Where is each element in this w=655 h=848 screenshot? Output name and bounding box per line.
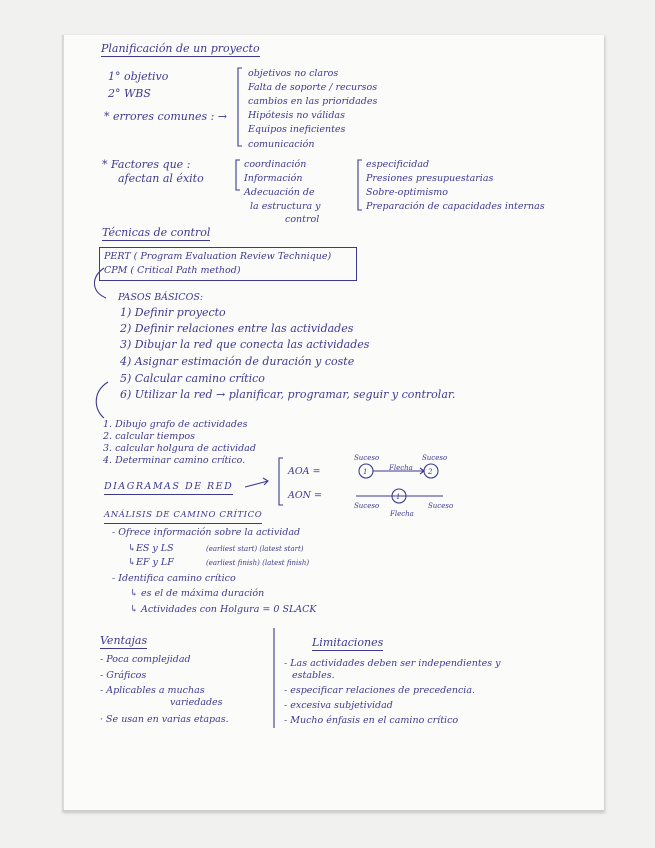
analisis-line: ↳ES y LS [128,543,174,554]
analisis-heading: ANÁLISIS DE CAMINO CRÍTICO [104,509,262,524]
aoa-node-1-label: 1 [363,468,368,476]
paso-item: 2) Definir relaciones entre las actividades [120,322,354,335]
aon-flecha: Flecha [390,510,414,518]
ventaja-item: - Poca complejidad [100,654,191,665]
aoa-suceso-1: Suceso [354,454,380,462]
factores-bracket-2 [358,160,362,210]
error-item: cambios en las prioridades [248,96,378,107]
cpm-line: CPM ( Critical Path method) [104,265,241,276]
paso-item: 5) Calcular camino crítico [120,372,265,385]
ventaja-item: - Gráficos [100,670,147,681]
limitacion-item: - excesiva subjetividad [284,700,393,711]
paso-item: 1) Definir proyecto [120,306,226,319]
aoa-suceso-2: Suceso [422,454,448,462]
limitacion-item: - Las actividades deben ser independientes y [284,658,501,669]
page-title: Planificación de un proyecto [101,42,260,55]
ventajas-heading: Ventajas [100,634,148,647]
aon-node-label: 1 [396,493,401,501]
error-item: Falta de soporte / recursos [248,82,378,93]
limitaciones-heading: Limitaciones [312,636,384,649]
intro-item: 1° objetivo [108,70,169,83]
aon-suceso-2: Suceso [428,502,454,510]
diagramas-label: DIAGRAMAS DE RED [104,480,233,495]
grafo-item: 2. calcular tiempos [103,431,195,442]
analisis-line: - Identifica camino crítico [112,573,236,584]
analisis-line: - Ofrece información sobre la actividad [112,527,301,538]
factor-item: control [285,214,320,225]
factor-item: Adecuación de [244,187,315,198]
factor-item: Presiones presupuestarias [366,173,494,184]
paso-item: 6) Utilizar la red → planificar, programar, seguir y controlar. [120,388,456,401]
ventaja-item: - Aplicables a muchas [100,685,205,696]
limitacion-item: - especificar relaciones de precedencia. [284,685,476,696]
error-item: Hipótesis no válidas [248,110,345,121]
factores-label-2: afectan al éxito [118,172,204,185]
factor-item: Información [244,173,303,184]
factor-item: Sobre-optimismo [366,187,448,198]
error-item: Equipos ineficientes [248,124,346,135]
factores-bracket-1 [236,160,240,190]
tecnicas-heading: Técnicas de control [102,226,211,239]
paso-item: 4) Asignar estimación de duración y coste [120,355,355,368]
error-item: objetivos no claros [248,68,339,79]
analisis-note: (earliest finish) (latest finish) [206,559,310,567]
limitacion-item: - Mucho énfasis en el camino crítico [284,715,459,726]
ventaja-item: variedades [170,697,223,708]
ventaja-item: · Se usan en varias etapas. [100,714,229,725]
grafo-item: 3. calcular holgura de actividad [103,443,256,454]
pasos-heading: PASOS BÁSICOS: [118,292,204,303]
factor-item: Preparación de capacidades internas [366,201,545,212]
limitacion-item: estables. [292,670,335,681]
factor-item: la estructura y [250,201,321,212]
factores-label-1: Factores que [111,158,184,171]
paso-item: 3) Dibujar la red que conecta las actividades [120,338,370,351]
errores-label: * errores comunes : → [104,110,228,123]
aoa-label: AOA = [288,466,321,477]
factores-label: * Factores que : [102,158,191,171]
grafo-arrow [96,382,108,418]
pert-line: PERT ( Program Evaluation Review Technique) [104,251,332,262]
aon-label: AON = [288,490,322,501]
grafo-item: 4. Determinar camino crítico. [103,455,246,466]
factor-item: especificidad [366,159,430,170]
factor-item: coordinación [244,159,307,170]
grafo-item: 1. Dibujo grafo de actividades [103,419,248,430]
aoa-node-2-label: 2 [428,468,433,476]
errores-label-text: errores comunes [113,110,208,123]
diagramas-bracket [279,458,283,505]
analisis-line: ↳ Actividades con Holgura = 0 SLACK [130,604,317,615]
analisis-note: (earliest start) (latest start) [206,545,304,553]
errores-brace [238,68,242,146]
aon-suceso-1: Suceso [354,502,380,510]
analisis-line: ↳EF y LF [128,557,174,568]
error-item: comunicación [248,139,315,150]
aoa-flecha: Flecha [389,464,413,472]
intro-item: 2° WBS [108,87,151,100]
analisis-line: ↳ es el de máxima duración [130,588,265,599]
